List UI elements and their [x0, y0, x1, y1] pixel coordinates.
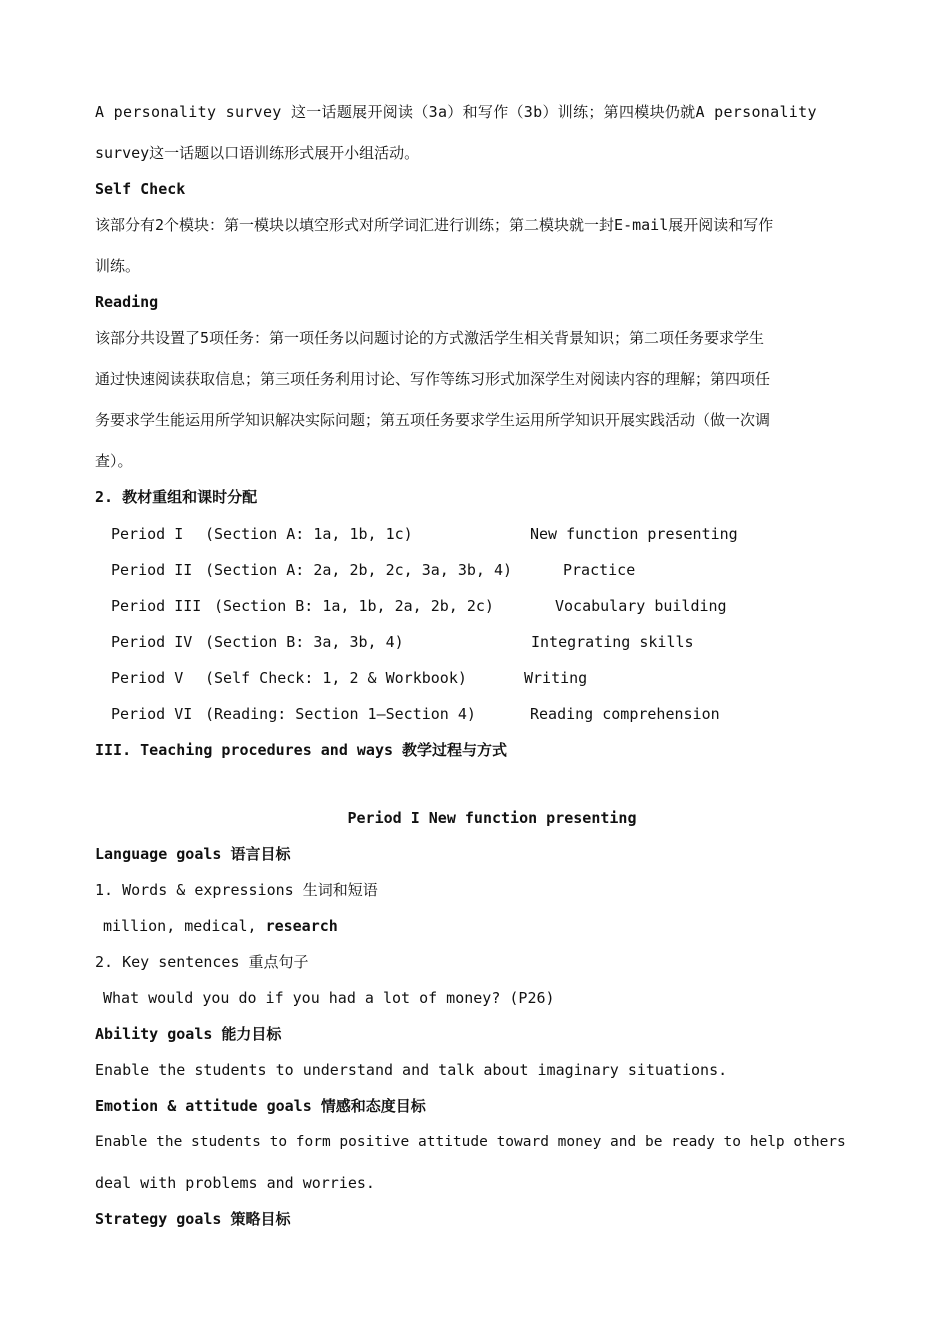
period-name: Period I — [111, 525, 184, 543]
emotion-goals-heading: Emotion & attitude goals 情感和态度目标 — [95, 1097, 426, 1115]
period-focus: Vocabulary building — [555, 597, 727, 615]
ability-text: Enable the students to understand and talk about imaginary situations. — [95, 1061, 728, 1079]
period-focus: Writing — [524, 669, 588, 687]
language-goals-heading: Language goals 语言目标 — [95, 845, 291, 863]
strategy-goals-heading: Strategy goals 策略目标 — [95, 1210, 291, 1228]
words-list — [103, 916, 338, 936]
period-section: (Section A: 1a, 1b, 1c) — [205, 525, 413, 543]
period-focus: New function presenting — [530, 525, 738, 543]
ability-goals-heading: Ability goals 能力目标 — [95, 1025, 282, 1043]
intro-line-1: A personality survey 这一话题展开阅读（3a）和写作（3b）训练；第四模块仍就A personality — [95, 103, 817, 121]
period-section: (Section A: 2a, 2b, 2c, 3a, 3b, 4) — [205, 561, 513, 579]
words-bold: research — [265, 917, 338, 935]
period-focus: Reading comprehension — [530, 705, 720, 723]
period-name: Period VI — [111, 705, 193, 723]
self-check-heading: Self Check — [95, 180, 186, 198]
period-1-title: Period I New function presenting — [347, 809, 637, 827]
words-heading: 1. Words & expressions 生词和短语 — [95, 881, 378, 899]
section-3-heading: III. Teaching procedures and ways 教学过程与方式 — [95, 741, 508, 759]
period-name: Period IV — [111, 633, 193, 651]
period-section: (Reading: Section 1—Section 4) — [205, 705, 476, 723]
emotion-line-2: deal with problems and worries. — [95, 1174, 375, 1192]
period-focus: Practice — [563, 561, 636, 579]
reading-line-2: 通过快速阅读获取信息；第三项任务利用讨论、写作等练习形式加深学生对阅读内容的理解；第四项任 — [95, 370, 771, 388]
period-name: Period V — [111, 669, 184, 687]
section-2-heading: 2. 教材重组和课时分配 — [95, 488, 258, 506]
period-name: Period II — [111, 561, 193, 579]
period-name: Period III — [111, 597, 202, 615]
emotion-line-1: Enable the students to form positive attitude toward money and be ready to help others — [95, 1134, 846, 1150]
self-check-line-1: 该部分有2个模块：第一模块以填空形式对所学词汇进行训练；第二模块就一封E-mail展开阅读和写作 — [95, 216, 774, 234]
reading-heading: Reading — [95, 293, 159, 311]
words-plain: million, medical, — [103, 917, 266, 935]
key-sentence: What would you do if you had a lot of money? (P26) — [103, 989, 555, 1007]
intro-line-2: survey这一话题以口语训练形式展开小组活动。 — [95, 144, 420, 162]
period-section: (Section B: 1a, 1b, 2a, 2b, 2c) — [214, 597, 494, 615]
period-focus: Integrating skills — [531, 633, 694, 651]
reading-line-4: 查）。 — [95, 452, 133, 470]
reading-line-1: 该部分共设置了5项任务：第一项任务以问题讨论的方式激活学生相关背景知识；第二项任务要求学生 — [95, 329, 765, 347]
reading-line-3: 务要求学生能运用所学知识解决实际问题；第五项任务要求学生运用所学知识开展实践活动（做一次调 — [95, 411, 771, 429]
sentences-heading: 2. Key sentences 重点句子 — [95, 953, 309, 971]
self-check-line-2: 训练。 — [95, 257, 141, 275]
period-section: (Section B: 3a, 3b, 4) — [205, 633, 404, 651]
period-section: (Self Check: 1, 2 & Workbook) — [205, 669, 467, 687]
